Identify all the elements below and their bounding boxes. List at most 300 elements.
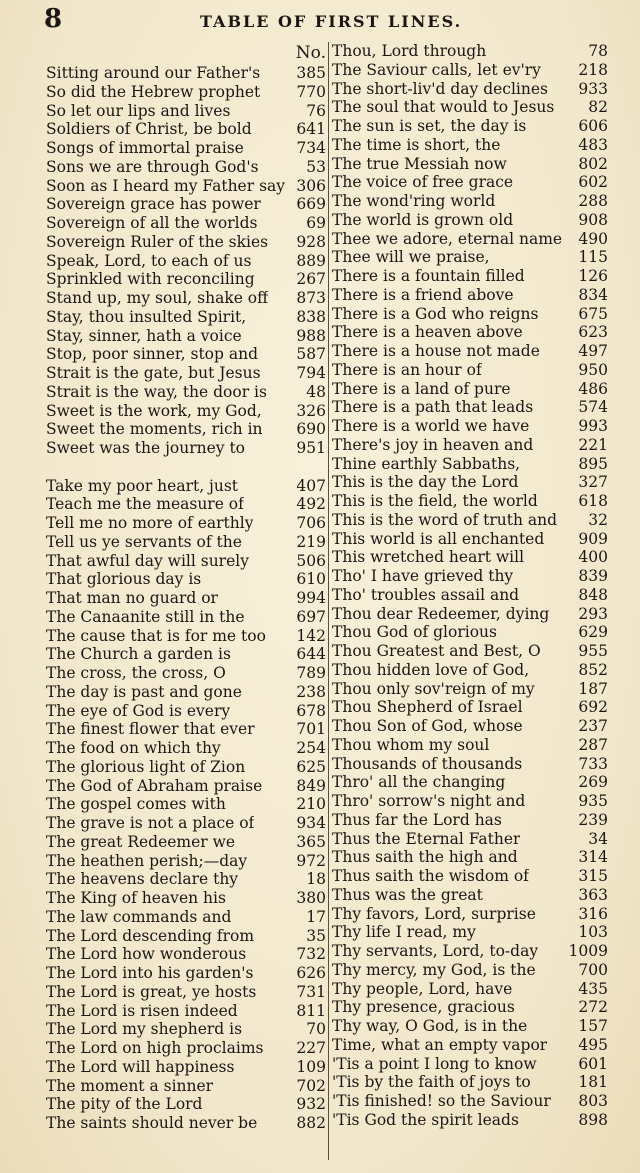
hymn-number: 497 bbox=[578, 342, 608, 360]
index-entry bbox=[332, 286, 608, 305]
first-line-text: The Lord is risen indeed bbox=[46, 1001, 238, 1020]
hymn-number: 70 bbox=[306, 1020, 326, 1039]
hymn-number: 103 bbox=[578, 923, 608, 942]
index-entry bbox=[332, 886, 608, 905]
section-gap bbox=[46, 458, 326, 477]
hymn-number: 882 bbox=[296, 1114, 326, 1132]
hymn-number: 626 bbox=[296, 964, 326, 982]
first-line-text: There is a heaven above bbox=[332, 323, 523, 342]
hymn-number: 602 bbox=[578, 173, 608, 192]
index-entry bbox=[332, 905, 608, 924]
hymn-number: 839 bbox=[578, 567, 608, 585]
index-entry bbox=[46, 252, 326, 271]
hymn-number: 932 bbox=[296, 1095, 326, 1114]
hymn-number: 237 bbox=[578, 717, 608, 735]
first-lines-group-t bbox=[46, 477, 326, 1133]
first-line-text: The Lord on high proclaims bbox=[46, 1039, 264, 1057]
hymn-number: 587 bbox=[296, 345, 326, 364]
hymn-number: 802 bbox=[578, 154, 608, 173]
hymn-number: 909 bbox=[578, 529, 608, 548]
hymn-number: 972 bbox=[296, 851, 326, 870]
hymn-number: 770 bbox=[296, 82, 326, 101]
first-line-text: Thou Shepherd of Israel bbox=[332, 698, 523, 717]
hymn-number: 811 bbox=[296, 1001, 326, 1020]
index-entry bbox=[332, 998, 608, 1017]
first-line-text: The Lord descending from bbox=[46, 926, 255, 945]
hymn-number: 803 bbox=[578, 1092, 608, 1110]
first-line-text: Sprinkled with reconciling bbox=[46, 270, 255, 289]
hymn-number: 227 bbox=[296, 1039, 326, 1057]
first-line-text: Thee will we praise, bbox=[332, 248, 490, 267]
first-line-text: The soul that would to Jesus bbox=[332, 98, 555, 117]
first-line-text: Sitting around our Father's bbox=[46, 64, 261, 82]
index-entry bbox=[332, 230, 608, 249]
first-line-text: Thy mercy, my God, is the bbox=[332, 960, 536, 979]
hymn-number: 126 bbox=[578, 267, 608, 285]
running-head: TABLE OF FIRST LINES. bbox=[200, 12, 463, 31]
first-line-text: There is a world we have bbox=[332, 417, 530, 435]
hymn-number: 78 bbox=[588, 42, 608, 60]
index-entry bbox=[332, 1055, 608, 1074]
index-entry bbox=[332, 136, 608, 155]
index-entry bbox=[332, 586, 608, 605]
index-entry bbox=[46, 327, 326, 346]
index-entry bbox=[46, 645, 326, 664]
first-line-text: Thou, Lord through bbox=[332, 42, 487, 60]
hymn-number: 700 bbox=[578, 960, 608, 979]
first-line-text: The King of heaven his bbox=[46, 889, 226, 907]
index-entry bbox=[332, 305, 608, 324]
index-entry bbox=[46, 1020, 326, 1039]
first-line-text: Thy presence, gracious bbox=[332, 998, 515, 1017]
hymn-number: 849 bbox=[296, 776, 326, 795]
index-entry bbox=[46, 420, 326, 439]
hymn-number: 326 bbox=[296, 401, 326, 420]
index-entry bbox=[332, 773, 608, 792]
first-line-text: Thou dear Redeemer, dying bbox=[332, 604, 550, 623]
first-line-text: This is the day the Lord bbox=[332, 473, 519, 492]
index-entry bbox=[46, 570, 326, 589]
index-entry bbox=[46, 777, 326, 796]
first-line-text: Speak, Lord, to each of us bbox=[46, 251, 252, 270]
index-entry bbox=[332, 155, 608, 174]
index-entry bbox=[332, 455, 608, 474]
index-entry bbox=[332, 1092, 608, 1111]
hymn-number: 993 bbox=[578, 417, 608, 435]
index-entry bbox=[332, 80, 608, 99]
hymn-number: 669 bbox=[296, 195, 326, 214]
index-entry bbox=[46, 308, 326, 327]
hymn-number: 734 bbox=[296, 139, 326, 157]
first-line-text: Take my poor heart, just bbox=[46, 476, 239, 495]
first-lines-group-s bbox=[46, 64, 326, 458]
index-entry bbox=[46, 177, 326, 196]
first-line-text: The God of Abraham praise bbox=[46, 776, 263, 795]
first-line-text: There is an hour of bbox=[332, 360, 482, 379]
hymn-number: 697 bbox=[296, 607, 326, 626]
index-entry bbox=[46, 139, 326, 158]
first-line-text: Soldiers of Christ, be bold bbox=[46, 120, 252, 139]
index-entry bbox=[332, 980, 608, 999]
hymn-number: 678 bbox=[296, 701, 326, 720]
first-line-text: Thou Son of God, whose bbox=[332, 717, 523, 735]
index-entry bbox=[46, 833, 326, 852]
index-entry bbox=[46, 383, 326, 402]
first-line-text: The Lord is great, ye hosts bbox=[46, 982, 257, 1001]
first-line-text: The Lord will happiness bbox=[46, 1057, 235, 1076]
hymn-number: 935 bbox=[578, 792, 608, 810]
first-line-text: That awful day will surely bbox=[46, 551, 249, 570]
hymn-number: 400 bbox=[578, 548, 608, 567]
hymn-number: 732 bbox=[296, 945, 326, 964]
index-entry bbox=[332, 680, 608, 699]
hymn-number: 181 bbox=[578, 1073, 608, 1092]
hymn-number: 365 bbox=[296, 832, 326, 851]
index-entry bbox=[46, 1077, 326, 1096]
hymn-number: 306 bbox=[296, 176, 326, 195]
hymn-number: 495 bbox=[578, 1035, 608, 1054]
first-line-text: Thy life I read, my bbox=[332, 923, 476, 942]
hymn-number: 17 bbox=[306, 907, 326, 926]
first-line-text: Sons we are through God's bbox=[46, 157, 259, 176]
index-entry bbox=[332, 267, 608, 286]
hymn-number: 701 bbox=[296, 720, 326, 739]
index-entry bbox=[46, 720, 326, 739]
hymn-number: 315 bbox=[578, 867, 608, 885]
index-entry bbox=[332, 961, 608, 980]
first-line-text: Stay, sinner, hath a voice bbox=[46, 326, 242, 345]
first-line-text: The wond'ring world bbox=[332, 192, 496, 210]
index-entry bbox=[46, 364, 326, 383]
index-entry bbox=[46, 927, 326, 946]
first-line-text: The short-liv'd day declines bbox=[332, 79, 548, 98]
hymn-number: 606 bbox=[578, 117, 608, 135]
first-line-text: The heavens declare thy bbox=[46, 870, 239, 889]
first-line-text: The cause that is for me too bbox=[46, 626, 266, 645]
index-entry bbox=[332, 61, 608, 80]
index-entry bbox=[46, 83, 326, 102]
hymn-number: 187 bbox=[578, 679, 608, 698]
first-line-text: The grave is not a place of bbox=[46, 814, 255, 832]
index-entry bbox=[332, 830, 608, 849]
first-line-text: The eye of God is every bbox=[46, 701, 231, 720]
first-line-text: 'Tis by the faith of joys to bbox=[332, 1073, 531, 1092]
first-line-text: This world is all enchanted bbox=[332, 529, 545, 548]
first-line-text: The pity of the Lord bbox=[46, 1095, 203, 1114]
index-entry bbox=[332, 792, 608, 811]
index-entry bbox=[332, 1073, 608, 1092]
hymn-number: 898 bbox=[578, 1110, 608, 1129]
hymn-number: 380 bbox=[296, 889, 326, 907]
left-column bbox=[46, 42, 326, 1133]
hymn-number: 221 bbox=[578, 435, 608, 454]
first-line-text: Thy servants, Lord, to-day bbox=[332, 942, 539, 960]
index-entry bbox=[46, 64, 326, 83]
first-line-text: 'Tis God the spirit leads bbox=[332, 1110, 519, 1129]
first-line-text: The Lord into his garden's bbox=[46, 964, 254, 982]
hymn-number: 994 bbox=[296, 589, 326, 607]
first-line-text: Thou whom my soul bbox=[332, 735, 490, 754]
hymn-number: 702 bbox=[296, 1076, 326, 1095]
hymn-number: 109 bbox=[296, 1057, 326, 1076]
first-line-text: Thousands of thousands bbox=[332, 754, 523, 773]
hymn-number: 287 bbox=[578, 735, 608, 754]
first-line-text: The sun is set, the day is bbox=[332, 117, 527, 135]
first-line-text: This is the word of truth and bbox=[332, 510, 558, 529]
hymn-number: 239 bbox=[578, 810, 608, 829]
hymn-number: 483 bbox=[578, 135, 608, 154]
index-entry bbox=[332, 342, 608, 361]
first-line-text: Thro' all the changing bbox=[332, 773, 506, 792]
index-entry bbox=[332, 248, 608, 267]
first-line-text: The saints should never be bbox=[46, 1114, 258, 1132]
index-entry bbox=[46, 795, 326, 814]
index-entry bbox=[46, 439, 326, 458]
hymn-number: 210 bbox=[296, 795, 326, 814]
first-line-text: Thus far the Lord has bbox=[332, 810, 502, 829]
first-line-text: The Lord how wonderous bbox=[46, 945, 247, 964]
first-line-text: Thou God of glorious bbox=[332, 623, 497, 642]
hymn-number: 623 bbox=[578, 323, 608, 342]
hymn-number: 254 bbox=[296, 739, 326, 757]
first-line-text: This is the field, the world bbox=[332, 492, 538, 510]
index-entry bbox=[332, 173, 608, 192]
index-entry bbox=[332, 642, 608, 661]
hymn-number: 574 bbox=[578, 398, 608, 417]
first-line-text: The Church a garden is bbox=[46, 645, 231, 664]
hymn-number: 1009 bbox=[568, 942, 608, 960]
index-entry bbox=[46, 1095, 326, 1114]
hymn-number: 238 bbox=[296, 682, 326, 701]
hymn-number: 838 bbox=[296, 307, 326, 326]
index-entry bbox=[332, 1036, 608, 1055]
index-entry bbox=[46, 1002, 326, 1021]
first-line-text: The voice of free grace bbox=[332, 173, 514, 192]
index-entry bbox=[46, 852, 326, 871]
hymn-number: 618 bbox=[578, 492, 608, 510]
hymn-number: 895 bbox=[578, 454, 608, 473]
index-entry bbox=[332, 848, 608, 867]
index-entry bbox=[46, 233, 326, 252]
first-lines-group-th bbox=[332, 42, 608, 1130]
index-entry bbox=[46, 683, 326, 702]
index-entry bbox=[46, 477, 326, 496]
first-line-text: There is a house not made bbox=[332, 342, 540, 360]
hymn-number: 53 bbox=[306, 157, 326, 176]
hymn-number: 934 bbox=[296, 814, 326, 832]
hymn-number: 385 bbox=[296, 64, 326, 82]
hymn-number: 157 bbox=[578, 1017, 608, 1035]
index-entry bbox=[332, 42, 608, 61]
first-line-text: 'Tis a point I long to know bbox=[332, 1054, 537, 1073]
index-entry bbox=[46, 289, 326, 308]
index-entry bbox=[46, 533, 326, 552]
first-line-text: The glorious light of Zion bbox=[46, 757, 246, 776]
index-entry bbox=[332, 698, 608, 717]
hymn-number: 363 bbox=[578, 885, 608, 904]
index-entry bbox=[46, 739, 326, 758]
first-line-text: That glorious day is bbox=[46, 570, 202, 589]
hymn-number: 506 bbox=[296, 551, 326, 570]
first-line-text: Strait is the gate, but Jesus bbox=[46, 364, 261, 382]
index-entry bbox=[46, 195, 326, 214]
first-line-text: Sovereign of all the worlds bbox=[46, 214, 258, 232]
hymn-number: 272 bbox=[578, 998, 608, 1017]
hymn-number: 641 bbox=[296, 120, 326, 139]
hymn-number: 142 bbox=[296, 626, 326, 645]
first-line-text: There is a fountain filled bbox=[332, 267, 525, 285]
index-entry bbox=[332, 323, 608, 342]
hymn-number: 955 bbox=[578, 642, 608, 660]
first-line-text: The day is past and gone bbox=[46, 682, 242, 701]
hymn-number: 789 bbox=[296, 664, 326, 682]
first-line-text: Sweet is the work, my God, bbox=[46, 401, 262, 420]
first-line-text: The moment a sinner bbox=[46, 1076, 214, 1095]
first-line-text: Sovereign Ruler of the skies bbox=[46, 232, 269, 251]
index-entry bbox=[332, 417, 608, 436]
hymn-number: 601 bbox=[578, 1054, 608, 1073]
first-line-text: Sweet was the journey to bbox=[46, 439, 246, 457]
hymn-number: 692 bbox=[578, 698, 608, 717]
first-line-text: Time, what an empty vapor bbox=[332, 1035, 548, 1054]
first-line-text: Soon as I heard my Father say bbox=[46, 176, 286, 195]
first-line-text: Strait is the way, the door is bbox=[46, 382, 267, 401]
hymn-number: 269 bbox=[578, 773, 608, 792]
index-entry bbox=[332, 98, 608, 117]
first-line-text: Songs of immortal praise bbox=[46, 139, 244, 157]
first-line-text: There's joy in heaven and bbox=[332, 435, 534, 454]
hymn-number: 490 bbox=[578, 229, 608, 248]
first-line-text: Thus saith the high and bbox=[332, 848, 518, 867]
first-line-text: The gospel comes with bbox=[46, 795, 226, 814]
index-entry bbox=[332, 717, 608, 736]
first-line-text: The Canaanite still in the bbox=[46, 607, 245, 626]
hymn-number: 675 bbox=[578, 304, 608, 323]
index-entry bbox=[332, 530, 608, 549]
hymn-number: 794 bbox=[296, 364, 326, 382]
first-line-text: Thy people, Lord, have bbox=[332, 979, 513, 998]
index-entry bbox=[46, 514, 326, 533]
number-column-header: No. bbox=[295, 43, 326, 63]
first-line-text: Thro' sorrow's night and bbox=[332, 792, 526, 810]
index-entry bbox=[46, 214, 326, 233]
hymn-number: 218 bbox=[578, 60, 608, 79]
first-line-text: The law commands and bbox=[46, 907, 232, 926]
index-entry bbox=[332, 942, 608, 961]
first-line-text: So did the Hebrew prophet bbox=[46, 82, 261, 101]
first-line-text: The finest flower that ever bbox=[46, 720, 255, 739]
first-line-text: Thou Greatest and Best, O bbox=[332, 642, 541, 660]
hymn-number: 690 bbox=[296, 420, 326, 439]
index-entry bbox=[332, 661, 608, 680]
hymn-number: 908 bbox=[578, 210, 608, 229]
index-entry bbox=[46, 870, 326, 889]
hymn-number: 848 bbox=[578, 585, 608, 604]
index-entry bbox=[46, 1058, 326, 1077]
first-line-text: Sovereign grace has power bbox=[46, 195, 261, 214]
hymn-number: 293 bbox=[578, 604, 608, 623]
hymn-number: 610 bbox=[296, 570, 326, 589]
index-entry bbox=[46, 120, 326, 139]
index-entry bbox=[46, 964, 326, 983]
index-entry bbox=[332, 923, 608, 942]
index-entry bbox=[46, 552, 326, 571]
first-line-text: The cross, the cross, O bbox=[46, 664, 226, 682]
hymn-number: 407 bbox=[296, 476, 326, 495]
hymn-number: 933 bbox=[578, 79, 608, 98]
index-entry bbox=[332, 192, 608, 211]
first-line-text: 'Tis finished! so the Saviour bbox=[332, 1092, 551, 1110]
first-line-text: Thus the Eternal Father bbox=[332, 829, 521, 848]
first-line-text: Thee we adore, eternal name bbox=[332, 229, 563, 248]
index-entry bbox=[46, 945, 326, 964]
first-line-text: Thou only sov'reign of my bbox=[332, 679, 535, 698]
hymn-number: 288 bbox=[578, 192, 608, 210]
hymn-number: 18 bbox=[306, 870, 326, 889]
index-entry bbox=[46, 608, 326, 627]
first-line-text: Thy way, O God, is in the bbox=[332, 1017, 528, 1035]
first-line-text: There is a friend above bbox=[332, 285, 514, 304]
index-entry bbox=[46, 589, 326, 608]
first-line-text: The great Redeemer we bbox=[46, 832, 236, 851]
first-line-text: Stop, poor sinner, stop and bbox=[46, 345, 258, 364]
index-entry bbox=[46, 664, 326, 683]
first-line-text: Tho' troubles assail and bbox=[332, 585, 520, 604]
hymn-number: 644 bbox=[296, 645, 326, 664]
hymn-number: 852 bbox=[578, 660, 608, 679]
first-line-text: Stay, thou insulted Spirit, bbox=[46, 307, 247, 326]
index-entry bbox=[332, 511, 608, 530]
hymn-number: 35 bbox=[306, 926, 326, 945]
index-entry bbox=[332, 473, 608, 492]
first-line-text: There is a path that leads bbox=[332, 398, 534, 417]
index-entry bbox=[46, 495, 326, 514]
right-column bbox=[332, 42, 608, 1130]
hymn-number: 327 bbox=[578, 473, 608, 492]
hymn-number: 834 bbox=[578, 285, 608, 304]
first-line-text: The food on which thy bbox=[46, 739, 221, 757]
hymn-number: 48 bbox=[306, 382, 326, 401]
hymn-number: 731 bbox=[296, 982, 326, 1001]
hymn-number: 32 bbox=[588, 510, 608, 529]
index-entry bbox=[332, 736, 608, 755]
first-line-text: Tell us ye servants of the bbox=[46, 532, 242, 551]
index-entry bbox=[46, 345, 326, 364]
first-line-text: The Saviour calls, let ev'ry bbox=[332, 60, 541, 79]
first-line-text: So let our lips and lives bbox=[46, 101, 231, 120]
index-entry bbox=[46, 1039, 326, 1058]
index-entry bbox=[332, 436, 608, 455]
first-line-text: Stand up, my soul, shake off bbox=[46, 289, 269, 307]
first-line-text: Thine earthly Sabbaths, bbox=[332, 454, 521, 473]
hymn-number: 733 bbox=[578, 754, 608, 773]
first-line-text: There is a land of pure bbox=[332, 379, 511, 398]
index-entry bbox=[332, 605, 608, 624]
index-entry bbox=[46, 814, 326, 833]
index-entry bbox=[332, 811, 608, 830]
first-line-text: Thus saith the wisdom of bbox=[332, 867, 529, 885]
hymn-number: 889 bbox=[296, 251, 326, 270]
first-line-text: This wretched heart will bbox=[332, 548, 525, 567]
first-line-text: There is a God who reigns bbox=[332, 304, 539, 323]
hymn-number: 950 bbox=[578, 360, 608, 379]
index-entry bbox=[332, 380, 608, 399]
index-entry bbox=[332, 623, 608, 642]
index-entry bbox=[332, 867, 608, 886]
index-entry bbox=[332, 755, 608, 774]
index-entry bbox=[46, 402, 326, 421]
index-entry bbox=[332, 398, 608, 417]
